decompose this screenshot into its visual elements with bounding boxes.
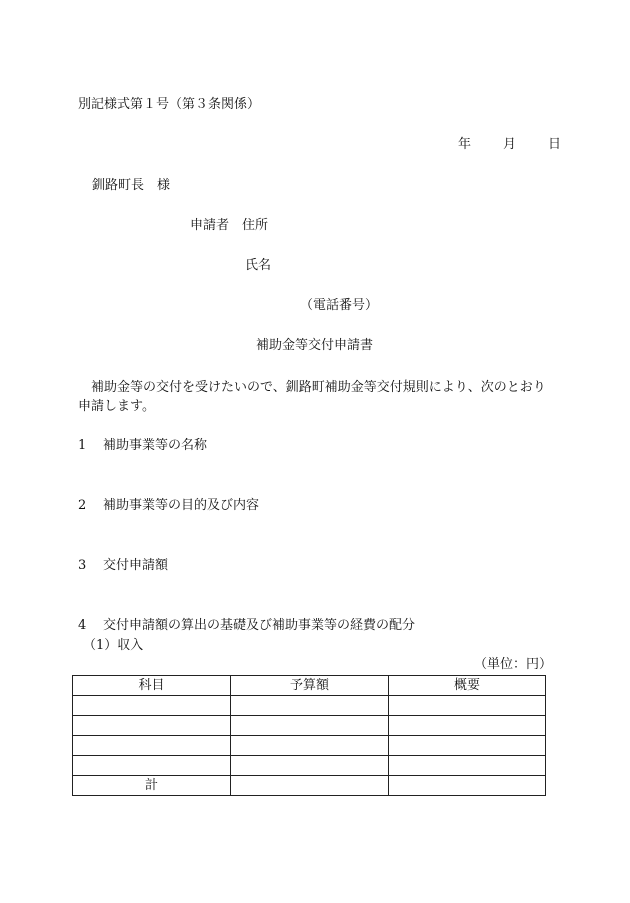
table-cell[interactable] bbox=[389, 776, 546, 796]
body-text: 補助金等の交付を受けたいので、釧路町補助金等交付規則により、次のとおり申請します。 bbox=[78, 380, 546, 414]
item-number: 2 bbox=[78, 498, 87, 513]
item-label: 補助事業等の目的及び内容 bbox=[103, 498, 260, 513]
table-cell[interactable] bbox=[73, 736, 231, 756]
header-subject: 科目 bbox=[73, 676, 231, 696]
table-cell[interactable] bbox=[231, 716, 389, 736]
table-cell[interactable] bbox=[389, 736, 546, 756]
form-number: 別記様式第１号（第３条関係） bbox=[78, 97, 261, 112]
unit-label: （単位：円） bbox=[474, 657, 553, 672]
item-label: 補助事業等の名称 bbox=[103, 438, 208, 453]
table-cell[interactable] bbox=[73, 696, 231, 716]
applicant-name-label: 氏名 bbox=[245, 258, 272, 273]
sub-item-income: （1）収入 bbox=[83, 638, 144, 653]
table-row bbox=[73, 756, 546, 776]
table-row bbox=[73, 696, 546, 716]
phone-label: （電話番号） bbox=[300, 298, 379, 313]
table-cell[interactable] bbox=[231, 756, 389, 776]
item-3 bbox=[78, 558, 168, 574]
item-1 bbox=[78, 438, 207, 454]
date-year-label: 年 bbox=[458, 137, 472, 152]
document-title: 補助金等交付申請書 bbox=[256, 338, 374, 353]
date-day-label: 日 bbox=[548, 137, 562, 152]
table-cell[interactable] bbox=[389, 756, 546, 776]
item-number: 4 bbox=[78, 618, 87, 633]
table-cell[interactable] bbox=[73, 716, 231, 736]
item-number: 1 bbox=[78, 438, 87, 453]
table-cell[interactable] bbox=[231, 776, 389, 796]
table-total-row bbox=[73, 776, 546, 796]
table-row bbox=[73, 716, 546, 736]
table-cell[interactable] bbox=[231, 696, 389, 716]
date-line bbox=[458, 137, 561, 153]
income-table bbox=[72, 675, 546, 796]
header-summary: 概要 bbox=[389, 676, 546, 696]
table-cell[interactable] bbox=[389, 696, 546, 716]
total-label: 計 bbox=[73, 776, 231, 796]
date-month-label: 月 bbox=[503, 137, 517, 152]
item-label: 交付申請額の算出の基礎及び補助事業等の経費の配分 bbox=[103, 618, 416, 633]
item-label: 交付申請額 bbox=[103, 558, 169, 573]
item-2 bbox=[78, 498, 259, 514]
table-header-row bbox=[73, 676, 546, 696]
addressee: 釧路町長 様 bbox=[92, 178, 171, 193]
table-cell[interactable] bbox=[389, 716, 546, 736]
header-budget: 予算額 bbox=[231, 676, 389, 696]
table-row bbox=[73, 736, 546, 756]
applicant-address-label: 申請者 住所 bbox=[190, 218, 269, 233]
table-cell[interactable] bbox=[231, 736, 389, 756]
table-cell[interactable] bbox=[73, 756, 231, 776]
item-4 bbox=[78, 618, 415, 634]
item-number: 3 bbox=[78, 558, 87, 573]
